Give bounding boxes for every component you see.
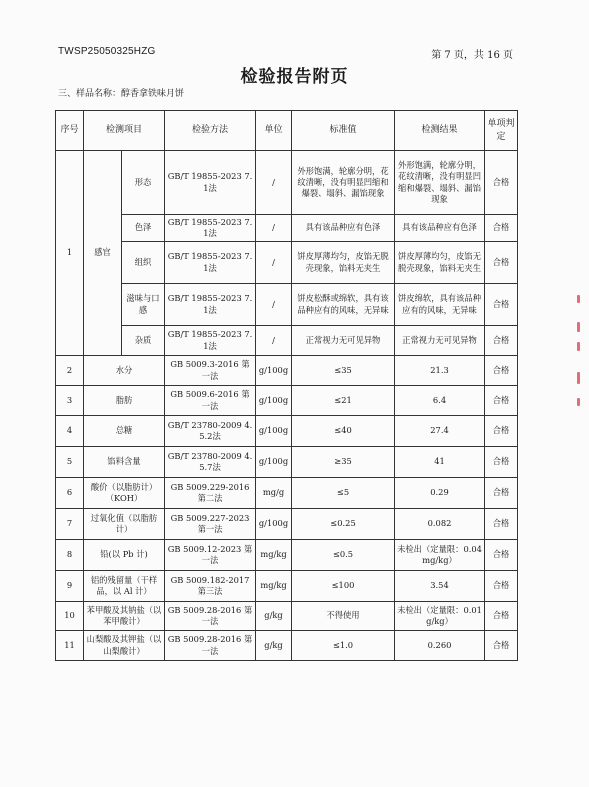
row-result: 未检出（定量限：0.04mg/kg） xyxy=(395,540,485,571)
stamp-edge-mark xyxy=(577,295,580,303)
row-seq: 8 xyxy=(56,540,84,571)
row-method: GB/T 19855-2023 7.1法 xyxy=(165,151,256,215)
row-item: 总糖 xyxy=(84,416,165,447)
row-method: GB/T 19855-2023 7.1法 xyxy=(165,326,256,356)
header-unit: 单位 xyxy=(256,111,292,151)
row-unit: / xyxy=(256,284,292,326)
row-seq: 5 xyxy=(56,447,84,478)
row-standard: ≤0.5 xyxy=(292,540,395,571)
row-method: GB 5009.3-2016 第一法 xyxy=(165,356,256,386)
row-item: 组织 xyxy=(122,242,165,284)
row-standard: 饼皮松酥或绵软，具有该品种应有的风味，无异味 xyxy=(292,284,395,326)
header-standard: 标准值 xyxy=(292,111,395,151)
table-row xyxy=(56,242,518,284)
row-unit: / xyxy=(256,151,292,215)
row-judge: 合格 xyxy=(485,571,518,602)
row-standard: ≥35 xyxy=(292,447,395,478)
row-seq: 9 xyxy=(56,571,84,602)
row-standard: 外形饱满，轮廓分明，花纹清晰，没有明显凹缩和爆裂、塌斜、漏馅现象 xyxy=(292,151,395,215)
table-row xyxy=(56,631,518,661)
table-row xyxy=(56,447,518,478)
row-method: GB/T 23780-2009 4.5.2法 xyxy=(165,416,256,447)
row-method: GB/T 19855-2023 7.1法 xyxy=(165,284,256,326)
row-unit: g/100g xyxy=(256,416,292,447)
row-unit: g/kg xyxy=(256,631,292,661)
stamp-edge-mark xyxy=(577,322,580,332)
row-method: GB/T 23780-2009 4.5.7法 xyxy=(165,447,256,478)
row-judge: 合格 xyxy=(485,631,518,661)
row-unit: mg/kg xyxy=(256,571,292,602)
row-item: 脂肪 xyxy=(84,386,165,416)
row-result: 3.54 xyxy=(395,571,485,602)
row-seq: 6 xyxy=(56,478,84,509)
page-title: 检验报告附页 xyxy=(240,67,349,87)
row-judge: 合格 xyxy=(485,478,518,509)
row-judge: 合格 xyxy=(485,356,518,386)
row-standard: ≤1.0 xyxy=(292,631,395,661)
row-item: 杂质 xyxy=(122,326,165,356)
row-method: GB 5009.28-2016 第一法 xyxy=(165,631,256,661)
header-judge: 单项判定 xyxy=(485,111,518,151)
header-method: 检验方法 xyxy=(165,111,256,151)
row-result: 具有该品种应有色泽 xyxy=(395,215,485,242)
row-result: 0.082 xyxy=(395,509,485,540)
row-standard: 具有该品种应有色泽 xyxy=(292,215,395,242)
row-unit: g/100g xyxy=(256,356,292,386)
row-judge: 合格 xyxy=(485,326,518,356)
row-unit: g/100g xyxy=(256,509,292,540)
table-row xyxy=(56,326,518,356)
row-item: 过氧化值（以脂肪计） xyxy=(84,509,165,540)
row-result: 27.4 xyxy=(395,416,485,447)
row-judge: 合格 xyxy=(485,284,518,326)
page-indicator: 第 7 页，共 16 页 xyxy=(431,50,513,61)
row-unit: / xyxy=(256,326,292,356)
row-unit: mg/kg xyxy=(256,540,292,571)
table-row xyxy=(56,540,518,571)
sample-name-line: 三、样品名称：醇香拿铁味月饼 xyxy=(58,89,185,99)
row-judge: 合格 xyxy=(485,151,518,215)
row-item: 山梨酸及其钾盐（以山梨酸计） xyxy=(84,631,165,661)
row-standard: 正常视力无可见异物 xyxy=(292,326,395,356)
row-standard: ≤21 xyxy=(292,386,395,416)
row-result: 饼皮厚薄均匀，皮馅无脱壳现象，馅料无夹生 xyxy=(395,242,485,284)
row-seq: 7 xyxy=(56,509,84,540)
row-result: 外形饱满，轮廓分明，花纹清晰，没有明显凹缩和爆裂、塌斜、漏馅现象 xyxy=(395,151,485,215)
row-standard: ≤0.25 xyxy=(292,509,395,540)
row-result: 正常视力无可见异物 xyxy=(395,326,485,356)
row-seq: 3 xyxy=(56,386,84,416)
table-row xyxy=(56,509,518,540)
row-judge: 合格 xyxy=(485,509,518,540)
table-row xyxy=(56,416,518,447)
stamp-edge-mark xyxy=(577,342,580,351)
row-result: 41 xyxy=(395,447,485,478)
table-row xyxy=(56,284,518,326)
row-result: 0.260 xyxy=(395,631,485,661)
table-row xyxy=(56,571,518,602)
row-method: GB 5009.28-2016 第一法 xyxy=(165,602,256,631)
group-name: 感官 xyxy=(84,151,122,356)
row-seq: 2 xyxy=(56,356,84,386)
row-result: 6.4 xyxy=(395,386,485,416)
header-seq: 序号 xyxy=(56,111,84,151)
header-result: 检测结果 xyxy=(395,111,485,151)
row-unit: g/100g xyxy=(256,447,292,478)
row-judge: 合格 xyxy=(485,386,518,416)
row-method: GB 5009.182-2017 第三法 xyxy=(165,571,256,602)
results-table xyxy=(55,110,518,661)
row-method: GB/T 19855-2023 7.1法 xyxy=(165,215,256,242)
row-result: 0.29 xyxy=(395,478,485,509)
row-standard: ≤40 xyxy=(292,416,395,447)
table-row xyxy=(56,386,518,416)
header-item: 检测项目 xyxy=(84,111,165,151)
report-number: TWSP25050325HZG xyxy=(58,46,156,57)
row-method: GB 5009.227-2023 第一法 xyxy=(165,509,256,540)
row-result: 饼皮绵软，具有该品种应有的风味，无异味 xyxy=(395,284,485,326)
row-unit: g/100g xyxy=(256,386,292,416)
row-standard: 饼皮厚薄均匀，皮馅无脱壳现象，馅料无夹生 xyxy=(292,242,395,284)
row-method: GB 5009.229-2016 第二法 xyxy=(165,478,256,509)
row-item: 苯甲酸及其钠盐（以苯甲酸计） xyxy=(84,602,165,631)
row-judge: 合格 xyxy=(485,447,518,478)
row-item: 形态 xyxy=(122,151,165,215)
stamp-edge-mark xyxy=(577,372,580,384)
row-standard: ≤35 xyxy=(292,356,395,386)
table-row xyxy=(56,151,518,215)
row-judge: 合格 xyxy=(485,602,518,631)
table-header-row xyxy=(56,111,518,151)
row-judge: 合格 xyxy=(485,242,518,284)
row-judge: 合格 xyxy=(485,215,518,242)
row-unit: mg/g xyxy=(256,478,292,509)
table-row xyxy=(56,356,518,386)
row-item: 铝的残留量（干样品，以 Al 计） xyxy=(84,571,165,602)
row-standard: 不得使用 xyxy=(292,602,395,631)
stamp-edge-mark xyxy=(577,398,580,406)
row-seq: 11 xyxy=(56,631,84,661)
row-unit: / xyxy=(256,215,292,242)
row-judge: 合格 xyxy=(485,416,518,447)
table-row xyxy=(56,478,518,509)
row-seq: 1 xyxy=(56,151,84,356)
row-unit: / xyxy=(256,242,292,284)
row-item: 水分 xyxy=(84,356,165,386)
row-seq: 4 xyxy=(56,416,84,447)
row-method: GB 5009.12-2023 第一法 xyxy=(165,540,256,571)
row-method: GB/T 19855-2023 7.1法 xyxy=(165,242,256,284)
row-seq: 10 xyxy=(56,602,84,631)
row-item: 酸价（以脂肪计）（KOH） xyxy=(84,478,165,509)
table-row xyxy=(56,215,518,242)
table-row xyxy=(56,602,518,631)
row-item: 馅料含量 xyxy=(84,447,165,478)
row-judge: 合格 xyxy=(485,540,518,571)
row-result: 21.3 xyxy=(395,356,485,386)
row-method: GB 5009.6-2016 第一法 xyxy=(165,386,256,416)
row-standard: ≤100 xyxy=(292,571,395,602)
row-standard: ≤5 xyxy=(292,478,395,509)
row-result: 未检出（定量限：0.01g/kg） xyxy=(395,602,485,631)
row-item: 滋味与口感 xyxy=(122,284,165,326)
row-unit: g/kg xyxy=(256,602,292,631)
row-item: 铅(以 Pb 计) xyxy=(84,540,165,571)
row-item: 色泽 xyxy=(122,215,165,242)
